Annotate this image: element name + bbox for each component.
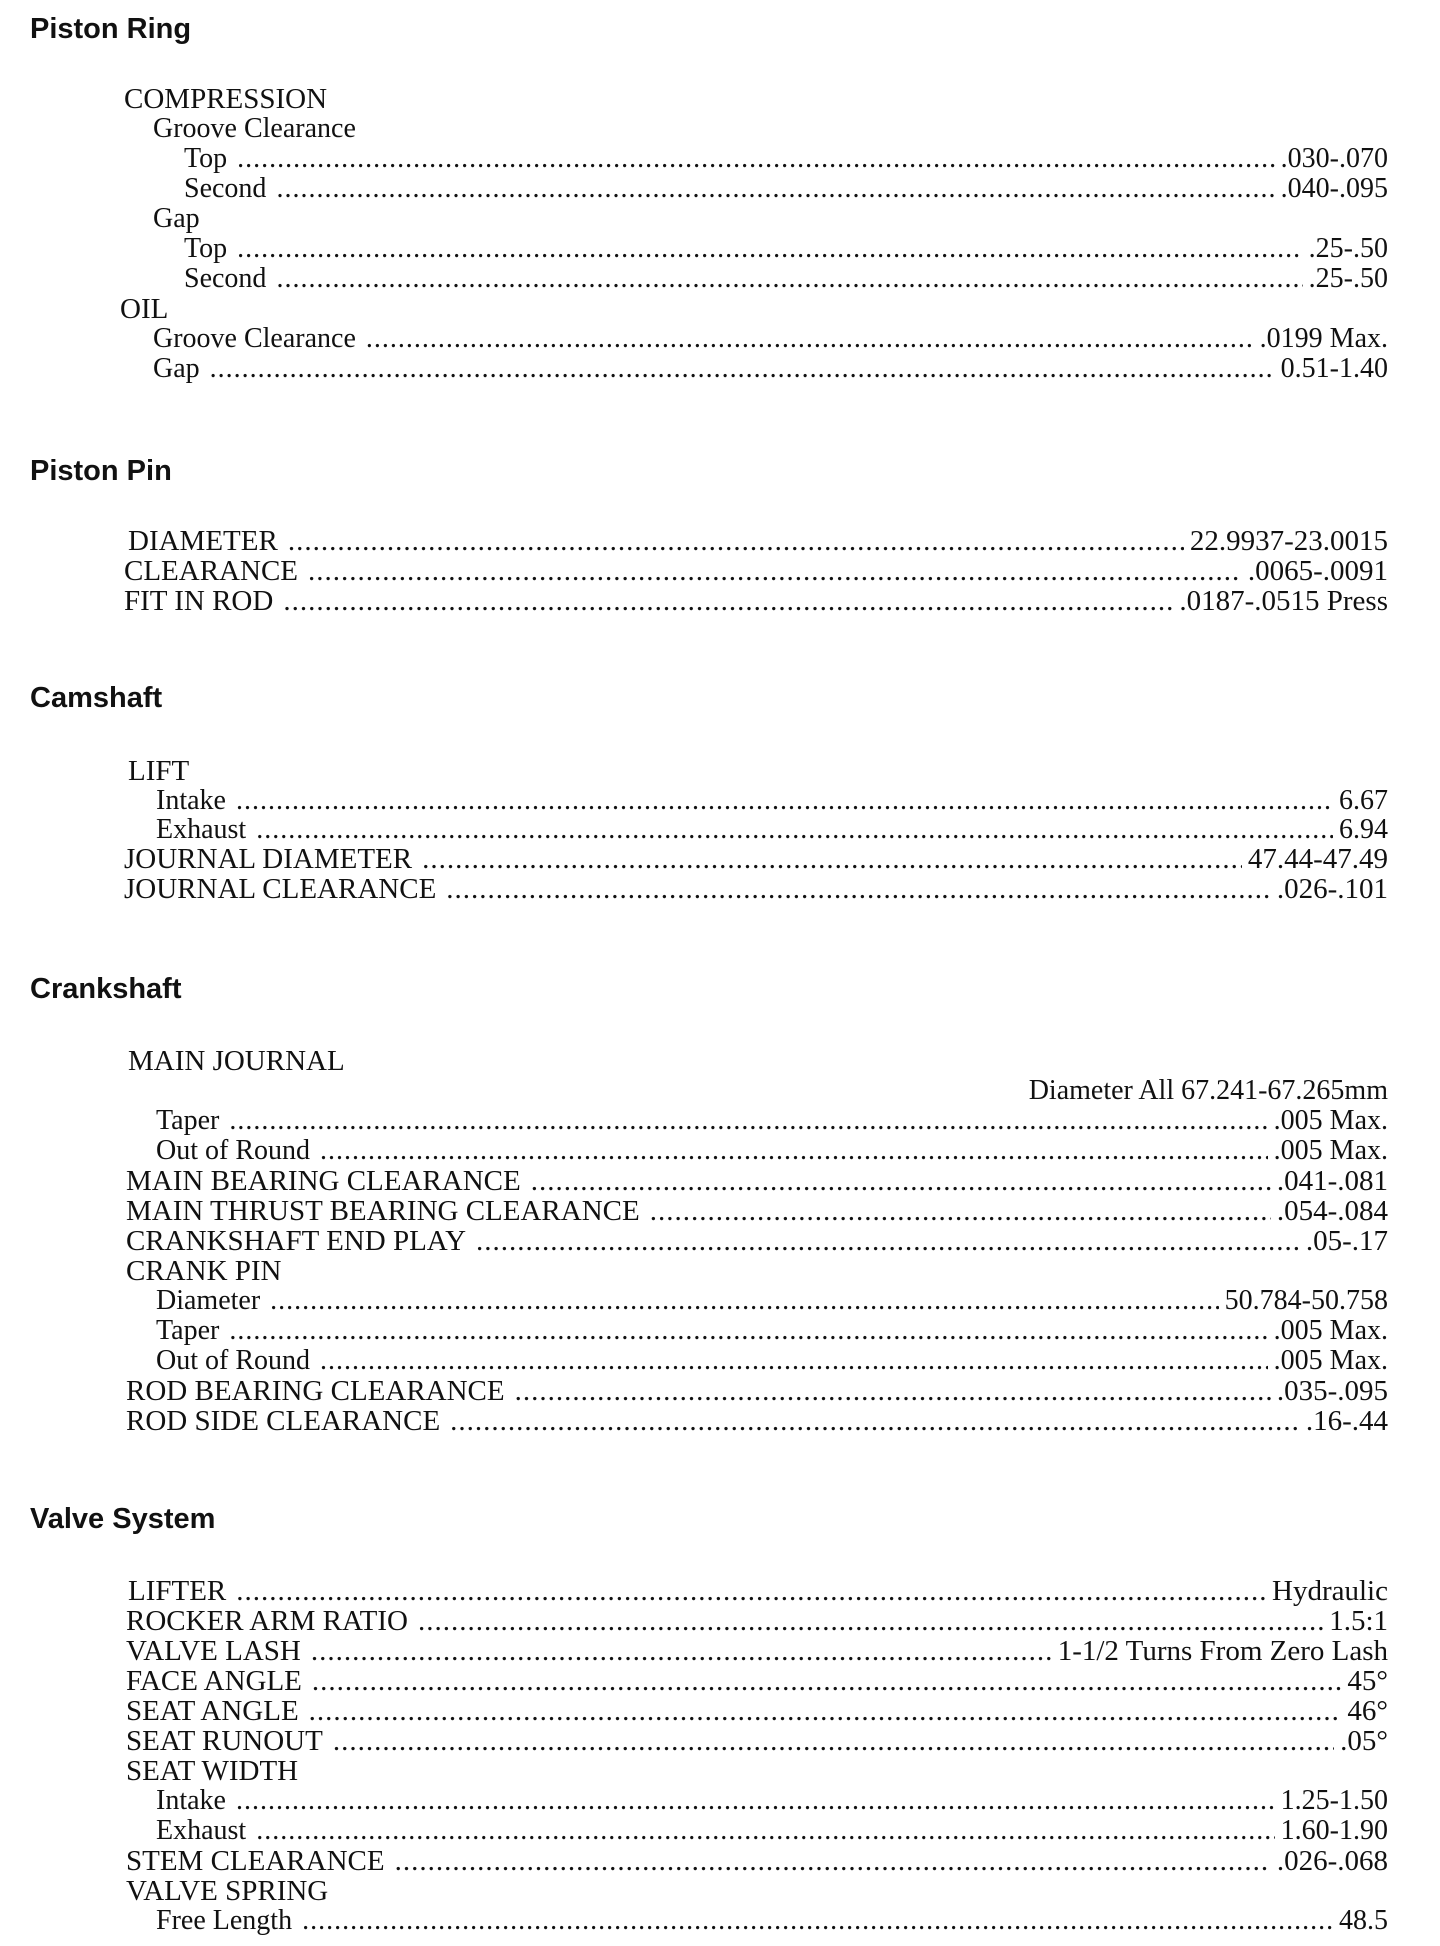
section-title-valve-system: Valve System	[30, 1503, 216, 1535]
spec-label: Diameter	[156, 1286, 261, 1316]
spec-value: .005 Max.	[1273, 1106, 1388, 1136]
dot-leader	[276, 174, 1274, 204]
spec-row	[128, 526, 1388, 556]
spec-label: Taper	[156, 1316, 220, 1346]
spec-value: .25-.50	[1308, 234, 1388, 264]
dot-leader	[237, 144, 1275, 174]
spec-value: .040-.095	[1280, 174, 1388, 204]
subsection-groove-clearance: Groove Clearance	[153, 113, 356, 144]
dot-leader	[236, 1576, 1266, 1606]
spec-label: JOURNAL DIAMETER	[124, 844, 413, 874]
spec-label: Intake	[156, 1786, 226, 1816]
dot-leader	[302, 1906, 1333, 1936]
spec-value: .0187-.0515 Press	[1179, 586, 1388, 616]
spec-label: CRANKSHAFT END PLAY	[126, 1226, 467, 1256]
spec-row	[126, 1666, 1388, 1696]
spec-label: Exhaust	[156, 1816, 247, 1846]
spec-label: FIT IN ROD	[124, 586, 274, 616]
spec-row	[156, 1316, 1388, 1346]
spec-value: .16-.44	[1305, 1406, 1388, 1436]
spec-row	[126, 1726, 1388, 1756]
spec-value: Hydraulic	[1272, 1576, 1388, 1606]
dot-leader	[395, 1846, 1271, 1876]
spec-label: DIAMETER	[128, 526, 278, 556]
spec-row	[184, 174, 1388, 204]
dot-leader	[320, 1346, 1268, 1376]
spec-label: SEAT RUNOUT	[126, 1726, 323, 1756]
subsection-gap: Gap	[153, 203, 200, 234]
spec-value: .0199 Max.	[1259, 324, 1388, 354]
dot-leader	[650, 1196, 1271, 1226]
spec-label: Groove Clearance	[153, 324, 356, 354]
spec-value: .026-.068	[1276, 1846, 1388, 1876]
spec-label: Second	[184, 264, 267, 294]
dot-leader	[309, 1696, 1342, 1726]
dot-leader	[311, 1636, 1052, 1666]
spec-label: ROD SIDE CLEARANCE	[126, 1406, 441, 1436]
dot-leader	[366, 324, 1254, 354]
dot-leader	[418, 1606, 1323, 1636]
dot-leader	[320, 1136, 1268, 1166]
spec-label: Second	[184, 174, 267, 204]
spec-value: 48.5	[1339, 1906, 1388, 1936]
subsection-oil: OIL	[120, 293, 169, 325]
spec-row	[126, 1166, 1388, 1196]
spec-row	[156, 1816, 1388, 1846]
spec-row	[156, 1286, 1388, 1316]
spec-value: .0065-.0091	[1247, 556, 1388, 586]
spec-row	[153, 324, 1388, 354]
spec-row	[128, 1576, 1388, 1606]
spec-value: .005 Max.	[1273, 1136, 1388, 1166]
spec-row	[156, 1906, 1388, 1936]
dot-leader	[422, 844, 1242, 874]
spec-value: 6.67	[1339, 786, 1388, 816]
spec-row	[126, 1406, 1388, 1436]
spec-label: Exhaust	[156, 815, 247, 845]
spec-label: VALVE LASH	[126, 1636, 301, 1666]
dot-leader	[515, 1376, 1271, 1406]
spec-row	[126, 1606, 1388, 1636]
spec-label: Gap	[153, 354, 200, 384]
spec-row	[153, 354, 1388, 384]
spec-label: FACE ANGLE	[126, 1666, 302, 1696]
subsection-compression: COMPRESSION	[124, 83, 328, 115]
subsection-seat-width: SEAT WIDTH	[126, 1755, 299, 1787]
spec-value: .05-.17	[1305, 1226, 1388, 1256]
spec-label: STEM CLEARANCE	[126, 1846, 385, 1876]
spec-label: ROCKER ARM RATIO	[126, 1606, 408, 1636]
spec-value: .054-.084	[1276, 1196, 1388, 1226]
spec-value: 1.5:1	[1329, 1606, 1388, 1636]
spec-row	[126, 1636, 1388, 1666]
spec-value: 47.44-47.49	[1247, 844, 1388, 874]
dot-leader	[450, 1406, 1300, 1436]
spec-label: Top	[184, 234, 228, 264]
spec-value: .041-.081	[1276, 1166, 1388, 1196]
spec-row	[156, 1346, 1388, 1376]
spec-value: .005 Max.	[1273, 1316, 1388, 1346]
spec-label: JOURNAL CLEARANCE	[124, 874, 437, 904]
dot-leader	[229, 1106, 1267, 1136]
spec-label: Out of Round	[156, 1136, 310, 1166]
spec-row	[126, 1196, 1388, 1226]
spec-row	[126, 1846, 1388, 1876]
spec-label: MAIN BEARING CLEARANCE	[126, 1166, 521, 1196]
subsection-valve-spring: VALVE SPRING	[126, 1875, 329, 1907]
subsection-lift: LIFT	[128, 755, 190, 787]
spec-row	[126, 1226, 1388, 1256]
spec-row	[184, 234, 1388, 264]
spec-row	[124, 556, 1388, 586]
spec-value: 1.25-1.50	[1280, 1786, 1388, 1816]
spec-value: .005 Max.	[1273, 1346, 1388, 1376]
section-title-camshaft: Camshaft	[30, 682, 163, 714]
spec-value: .026-.101	[1276, 874, 1388, 904]
spec-value: 6.94	[1339, 815, 1388, 845]
spec-row	[156, 1106, 1388, 1136]
spec-label: CLEARANCE	[124, 556, 298, 586]
spec-value: 45°	[1347, 1666, 1388, 1696]
dot-leader	[270, 1286, 1219, 1316]
spec-value: 50.784-50.758	[1224, 1286, 1388, 1316]
spec-row	[156, 1136, 1388, 1166]
dot-leader	[276, 264, 1302, 294]
spec-value: .030-.070	[1280, 144, 1388, 174]
section-title-crankshaft: Crankshaft	[30, 973, 182, 1005]
spec-value: 0.51-1.40	[1280, 354, 1388, 384]
spec-value: 46°	[1347, 1696, 1388, 1726]
spec-row	[156, 815, 1388, 845]
spec-label: ROD BEARING CLEARANCE	[126, 1376, 505, 1406]
spec-row	[126, 1376, 1388, 1406]
dot-leader	[333, 1726, 1334, 1756]
spec-row	[156, 1786, 1388, 1816]
section-title-piston-pin: Piston Pin	[30, 455, 172, 487]
spec-label: Taper	[156, 1106, 220, 1136]
dot-leader	[288, 526, 1184, 556]
spec-value: .25-.50	[1308, 264, 1388, 294]
subsection-main-journal: MAIN JOURNAL	[128, 1045, 345, 1077]
spec-row	[124, 586, 1388, 616]
dot-leader	[210, 354, 1275, 384]
dot-leader	[256, 1816, 1274, 1846]
dot-leader	[237, 234, 1303, 264]
spec-label: Out of Round	[156, 1346, 310, 1376]
spec-row	[156, 786, 1388, 816]
spec-value: 1.60-1.90	[1280, 1816, 1388, 1846]
dot-leader	[236, 786, 1333, 816]
spec-row	[124, 874, 1388, 904]
dot-leader	[446, 874, 1271, 904]
spec-label: Top	[184, 144, 228, 174]
spec-row	[126, 1696, 1388, 1726]
spec-value: .035-.095	[1276, 1376, 1388, 1406]
dot-leader	[531, 1166, 1271, 1196]
spec-row	[184, 264, 1388, 294]
subsection-crank-pin: CRANK PIN	[126, 1255, 282, 1287]
dot-leader	[312, 1666, 1342, 1696]
spec-label: SEAT ANGLE	[126, 1696, 299, 1726]
dot-leader	[308, 556, 1242, 586]
dot-leader	[236, 1786, 1275, 1816]
spec-label: Intake	[156, 786, 226, 816]
spec-label: MAIN THRUST BEARING CLEARANCE	[126, 1196, 640, 1226]
spec-value: 1-1/2 Turns From Zero Lash	[1057, 1636, 1388, 1666]
dot-leader	[256, 815, 1333, 845]
spec-row	[124, 844, 1388, 874]
dot-leader	[283, 586, 1173, 616]
spec-value: .05°	[1340, 1726, 1388, 1756]
main-journal-diameter-note: Diameter All 67.241-67.265mm	[1028, 1075, 1388, 1106]
spec-row	[184, 144, 1388, 174]
section-title-piston-ring: Piston Ring	[30, 13, 192, 45]
dot-leader	[229, 1316, 1267, 1346]
spec-value: 22.9937-23.0015	[1189, 526, 1388, 556]
spec-label: Free Length	[156, 1906, 293, 1936]
spec-label: LIFTER	[128, 1576, 227, 1606]
dot-leader	[476, 1226, 1300, 1256]
